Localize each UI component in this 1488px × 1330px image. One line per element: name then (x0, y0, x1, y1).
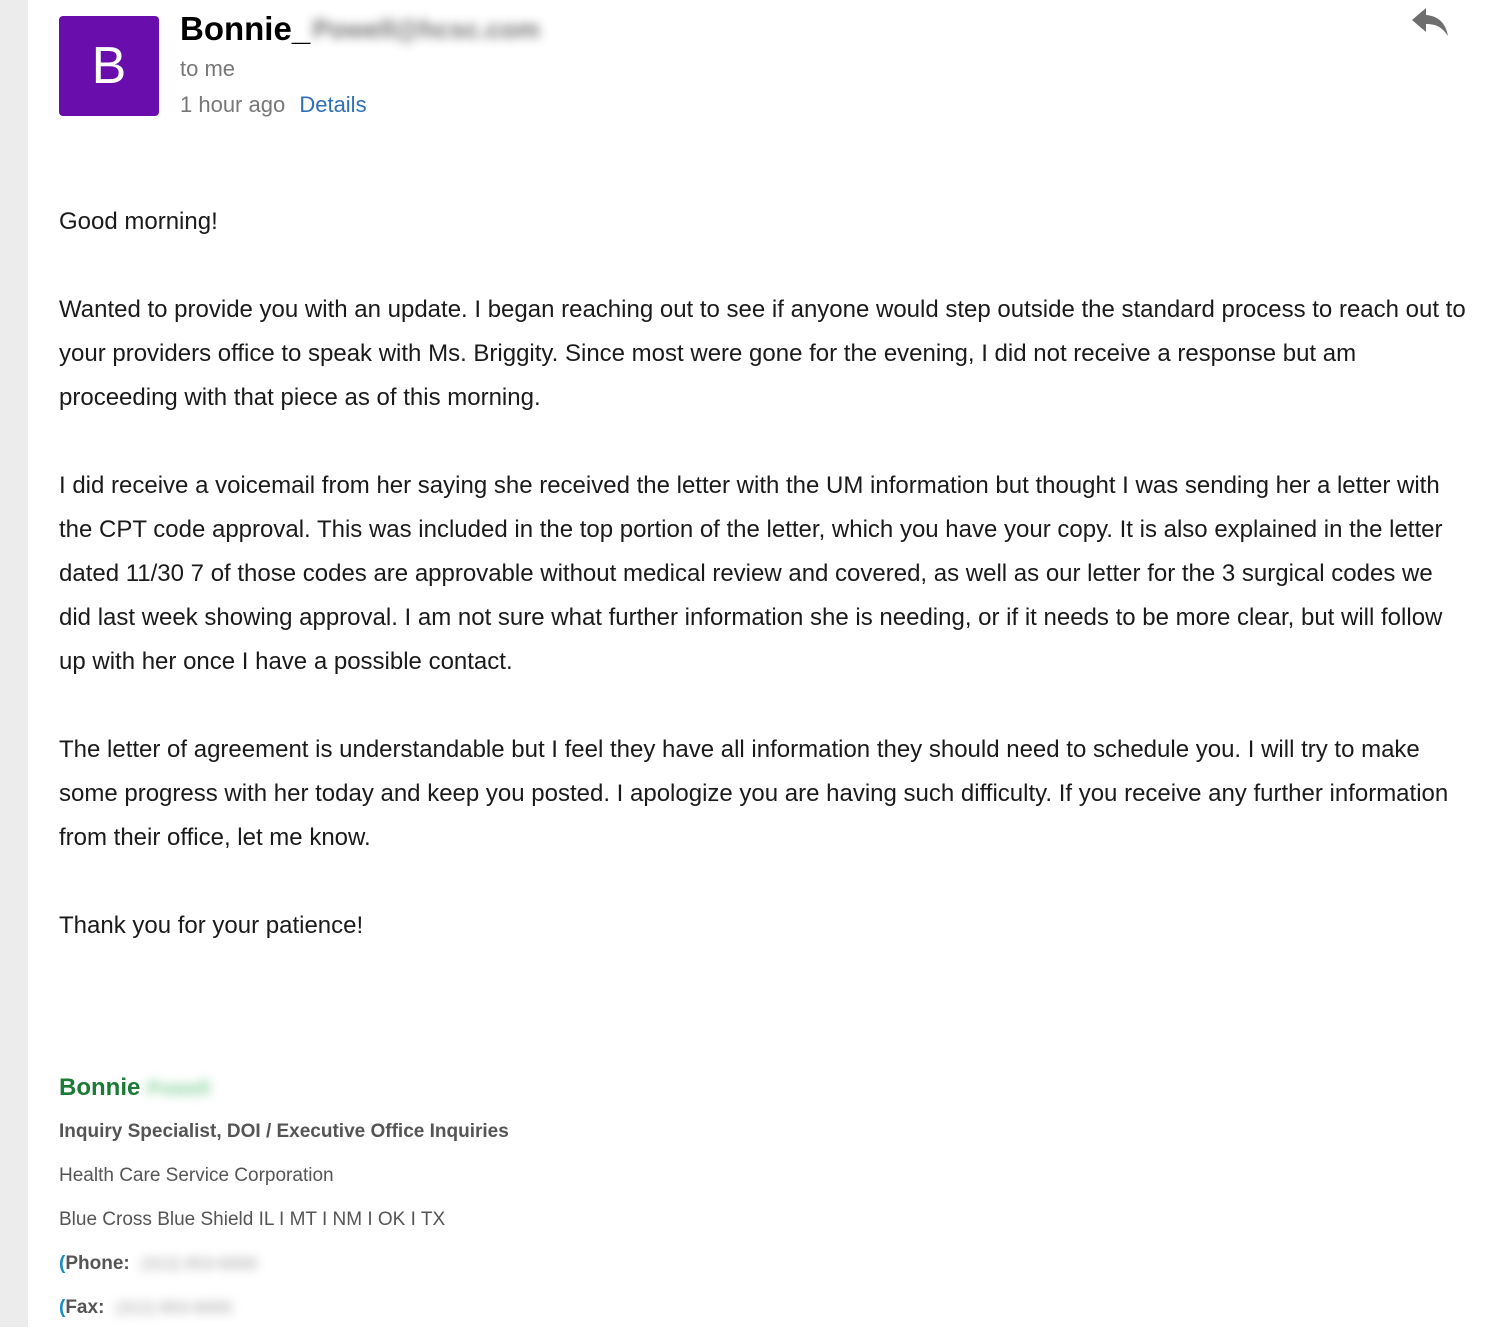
sender-line (180, 10, 540, 48)
phone-number-redacted: (312) 653-6000 (141, 1254, 258, 1273)
left-gutter (0, 0, 28, 1327)
message-body (59, 200, 1469, 992)
recipient-label: to me (180, 56, 236, 81)
signature-surname-redacted: Powell (147, 1078, 211, 1100)
reply-button[interactable] (1408, 2, 1452, 42)
fax-label: Fax: (65, 1297, 105, 1318)
timestamp: 1 hour ago (180, 92, 286, 117)
phone-paren: ( (59, 1253, 66, 1274)
sender-name: Bonnie_ (180, 10, 311, 47)
signature-fax (59, 1286, 959, 1330)
fax-paren: ( (59, 1297, 66, 1318)
closing: Thank you for your patience! (59, 912, 364, 939)
body-paragraph: I did receive a voicemail from her saying she received the letter with the UM information but thought I was sending her a letter with the CPT code approval. This was included in the top portion of the letter, which you have your copy. It is also explained in the letter dated 11/30 7 of those codes are approvable without medical review and covered, as well as our letter for the 3 surgical codes we did last week showing approval. I am not sure what further information she is needing, or if it needs to be more clear, but will follow up with her once I have a possible contact. (59, 472, 1443, 675)
signature-title: Inquiry Specialist, DOI / Executive Office Inquiries (59, 1121, 509, 1142)
signature-first-name: Bonnie (59, 1074, 141, 1101)
fax-number-redacted: (312) 653-6000 (115, 1298, 232, 1317)
avatar-letter: B (91, 37, 127, 95)
sender-email-redacted: Powell@hcsc.com (312, 13, 540, 44)
signature-phone (59, 1242, 959, 1286)
reply-arrow-icon (1408, 2, 1452, 42)
details-link[interactable]: Details (299, 92, 367, 117)
email-signature (59, 1066, 959, 1330)
signature-company: Health Care Service Corporation (59, 1165, 334, 1186)
signature-states: Blue Cross Blue Shield IL I MT I NM I OK I TX (59, 1209, 446, 1230)
message-meta (180, 92, 367, 118)
body-paragraph: The letter of agreement is understandable but I feel they have all information they should need to schedule you. I will try to make some progress with her today and keep you posted. I apologize you are having such difficulty. If you receive any further information from their office, let me know. (59, 736, 1449, 851)
phone-label: Phone: (65, 1253, 130, 1274)
sender-avatar (59, 16, 159, 116)
body-paragraph: Wanted to provide you with an update. I began reaching out to see if anyone would step outside the standard process to reach out to your providers office to speak with Ms. Briggity. Since most were gone for the evening, I did not receive a response but am proceeding with that piece as of this morning. (59, 296, 1466, 411)
greeting: Good morning! (59, 208, 218, 235)
signature-name (59, 1066, 959, 1110)
